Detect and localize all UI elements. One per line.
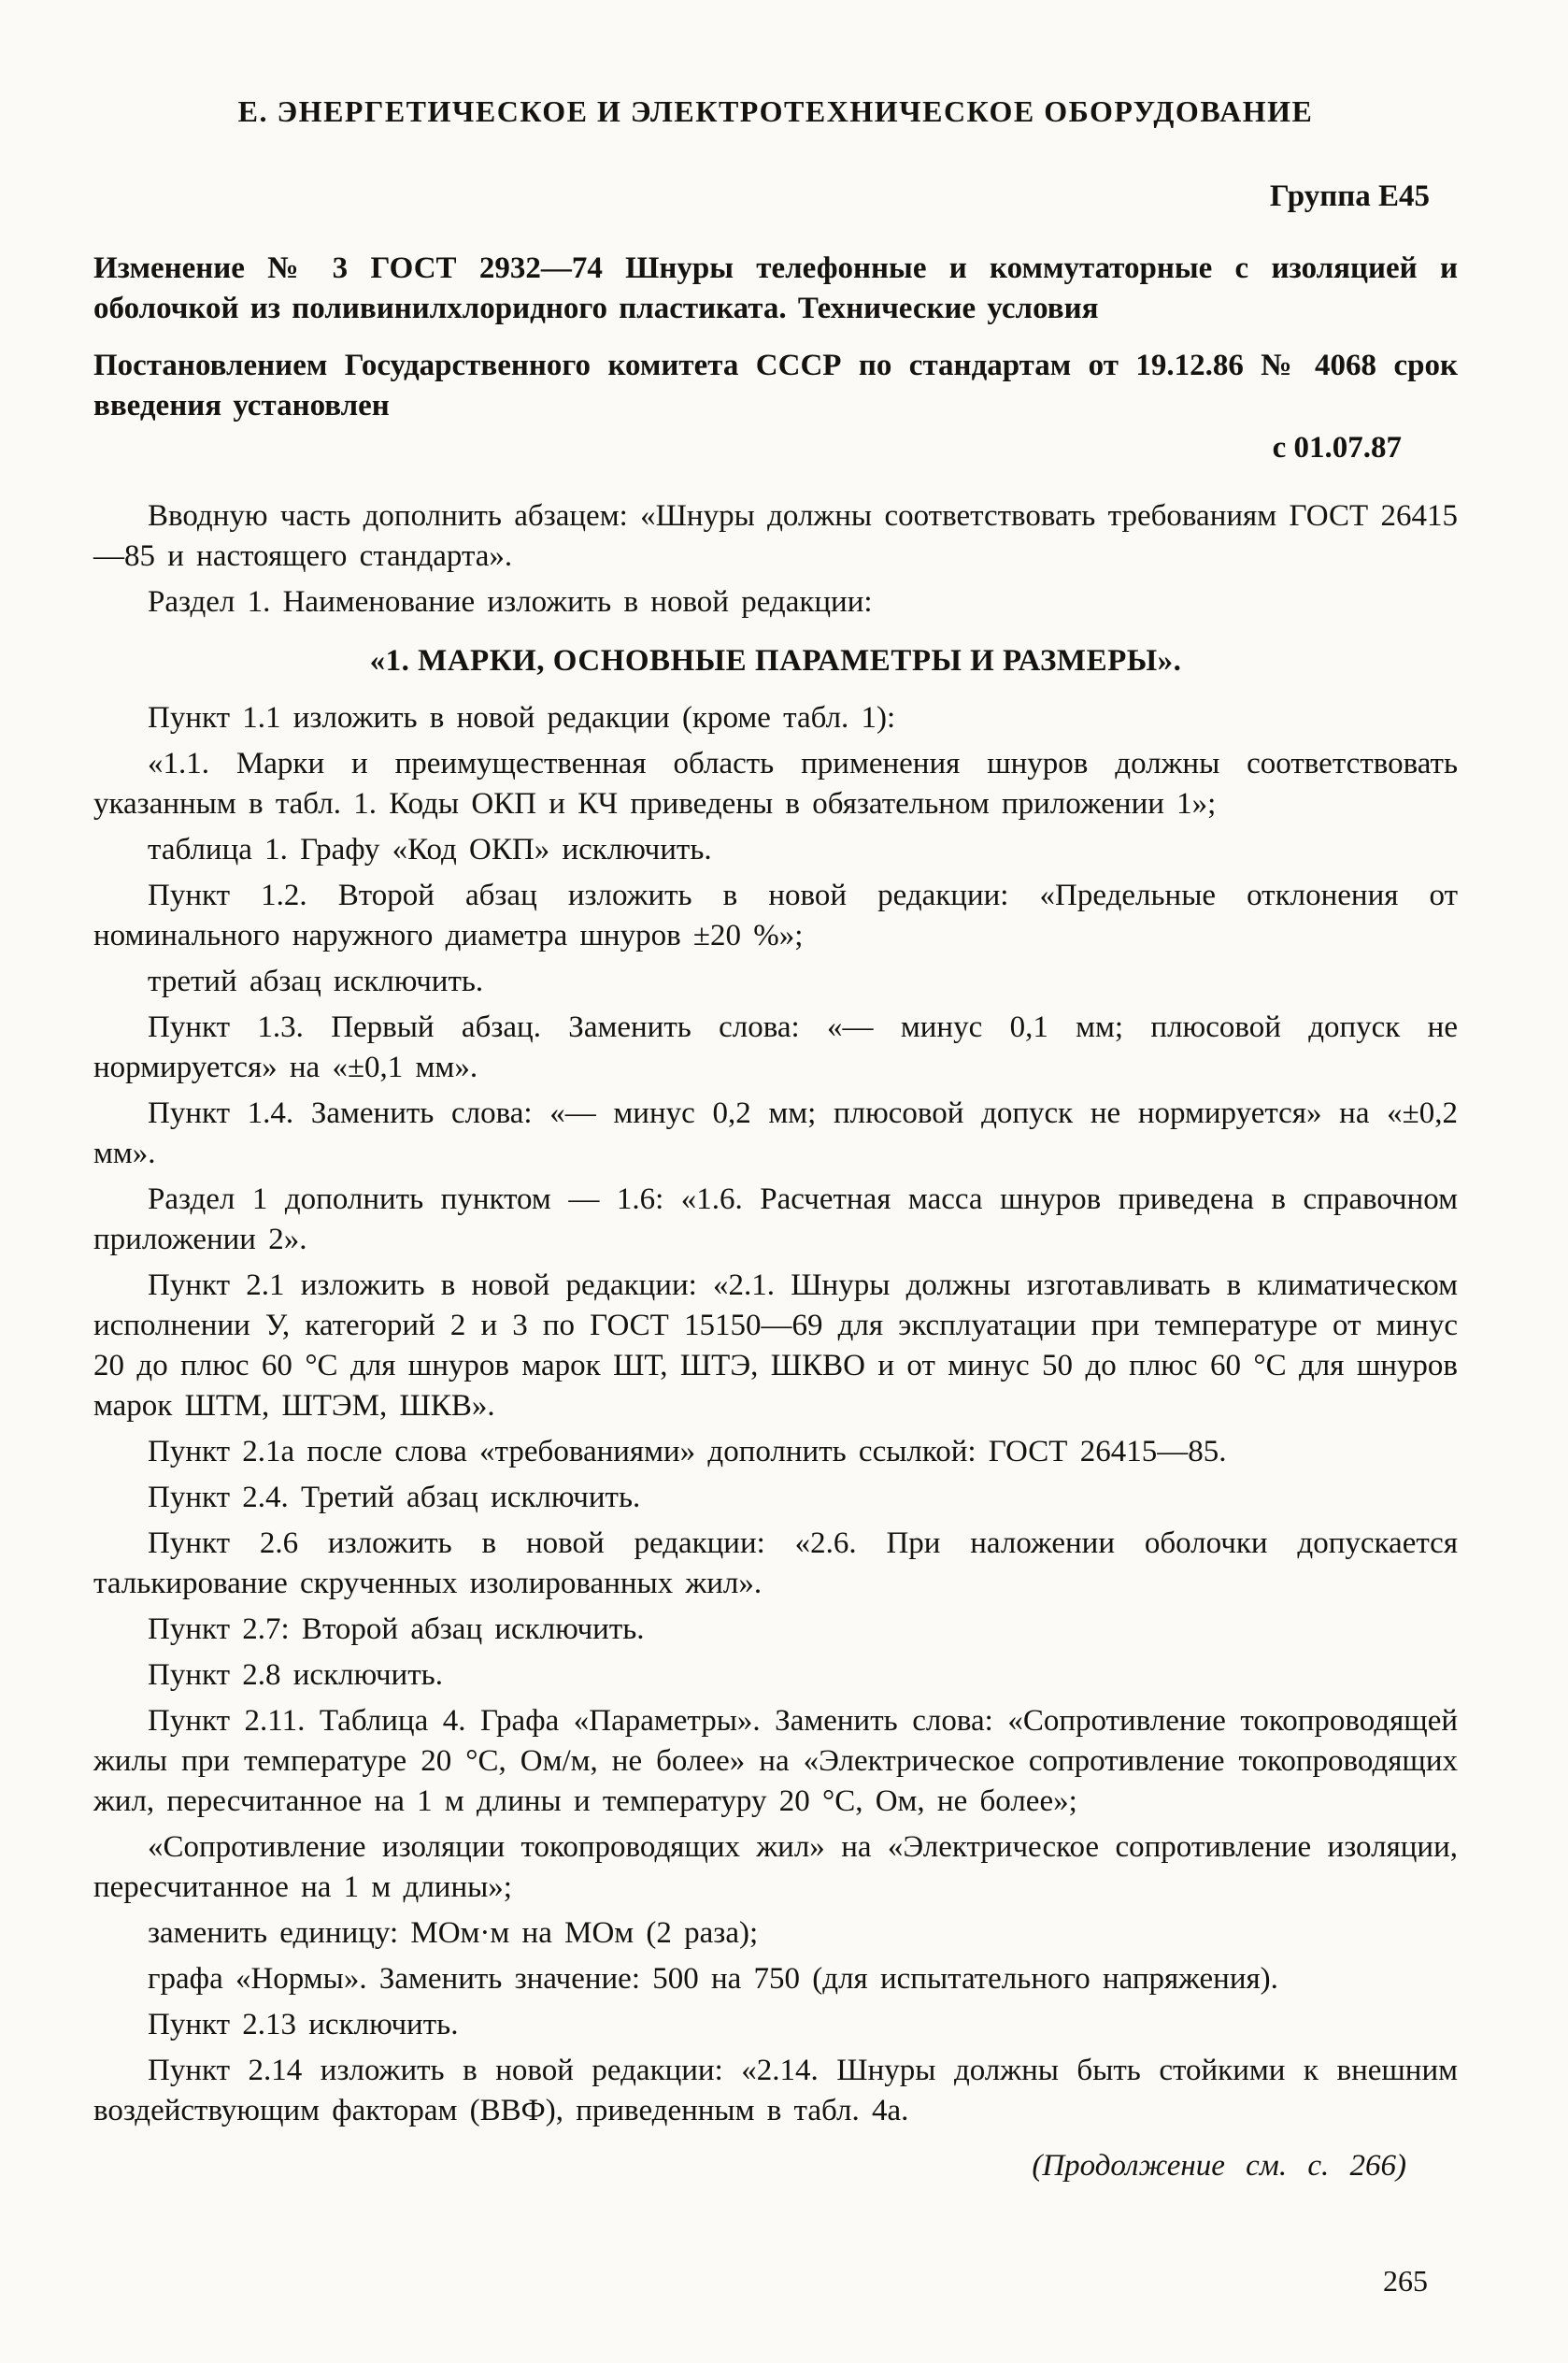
paragraph: Пункт 2.13 исключить.	[148, 2008, 459, 2041]
paragraph: Раздел 1 дополнить пунктом — 1.6: «1.6. Расчетная масса шнуров приведена в справочном приложении 2».	[93, 1182, 1458, 1256]
group-label: Группа Е45	[1269, 179, 1430, 213]
paragraph: Вводную часть дополнить абзацем: «Шнуры должны соответствовать требованиям ГОСТ 26415—85 и настоящего стандарта».	[93, 499, 1458, 573]
paragraph: таблица 1. Графу «Код ОКП» исключить.	[148, 833, 712, 866]
paragraph: графа «Нормы». Заменить значение: 500 на 750 (для испытательного напряжения).	[148, 1962, 1278, 1996]
paragraph: Пункт 2.14 изложить в новой редакции: «2.14. Шнуры должны быть стойкими к внешним воздействующим факторам (ВВФ), приведенным в табл. 4а.	[93, 2054, 1458, 2127]
paragraph: Пункт 1.2. Второй абзац изложить в новой редакции: «Предельные отклонения от номинального наружного диаметра шнуров ±20 %»;	[93, 879, 1458, 952]
paragraph: «1.1. Марки и преимущественная область применения шнуров должны соответствовать указанным в табл. 1. Коды ОКП и КЧ приведены в обязательном приложении 1»;	[93, 747, 1458, 821]
section-heading: «1. МАРКИ, ОСНОВНЫЕ ПАРАМЕТРЫ И РАЗМЕРЫ».	[369, 644, 1182, 678]
decree-paragraph: Постановлением Государственного комитета СССР по стандартам от 19.12.86 № 4068 срок введения установлен	[93, 349, 1458, 422]
amendment-title: Изменение № 3 ГОСТ 2932—74 Шнуры телефонные и коммутаторные с изоляцией и оболочкой из поливинилхлоридного пластиката. Технические условия	[93, 251, 1458, 325]
paragraph: Пункт 2.7: Второй абзац исключить.	[148, 1612, 645, 1646]
effective-date: с 01.07.87	[1272, 431, 1402, 465]
paragraph: Пункт 1.1 изложить в новой редакции (кроме табл. 1):	[148, 701, 896, 735]
paragraph: Раздел 1. Наименование изложить в новой редакции:	[148, 585, 873, 619]
paragraph: Пункт 1.4. Заменить слова: «— минус 0,2 мм; плюсовой допуск не нормируется» на «±0,2 мм».	[93, 1096, 1458, 1170]
paragraph: Пункт 2.4. Третий абзац исключить.	[148, 1481, 641, 1514]
page-number: 265	[1383, 2264, 1428, 2298]
paragraph: третий абзац исключить.	[148, 965, 484, 998]
paragraph: Пункт 2.1а после слова «требованиями» дополнить ссылкой: ГОСТ 26415—85.	[148, 1435, 1227, 1468]
paragraph: «Сопротивление изоляции токопроводящих жил» на «Электрическое сопротивление изоляции, пересчитанное на 1 м длины»;	[93, 1830, 1458, 1904]
paragraph: Пункт 2.8 исключить.	[148, 1658, 443, 1692]
paragraph: Пункт 2.1 изложить в новой редакции: «2.1. Шнуры должны изготавливать в климатическом исполнении У, категорий 2 и 3 по ГОСТ 15150—69 для эксплуатации при температуре от минус 20 до плюс 60 °С для шнуров марок ШТ, ШТЭ, ШКВО и от минус 50 до плюс 60 °С для шнуров марок ШТМ, ШТЭМ, ШКВ».	[93, 1268, 1458, 1423]
doc-section-title: Е. ЭНЕРГЕТИЧЕСКОЕ И ЭЛЕКТРОТЕХНИЧЕСКОЕ ОБОРУДОВАНИЕ	[237, 94, 1314, 128]
paragraph: Пункт 2.6 изложить в новой редакции: «2.6. При наложении оболочки допускается талькирование скрученных изолированных жил».	[93, 1526, 1458, 1600]
paragraph: Пункт 1.3. Первый абзац. Заменить слова: «— минус 0,1 мм; плюсовой допуск не нормируется» на «±0,1 мм».	[93, 1010, 1458, 1084]
paragraph: заменить единицу: МОм·м на МОм (2 раза);	[148, 1916, 759, 1950]
paragraph: Пункт 2.11. Таблица 4. Графа «Параметры». Заменить слова: «Сопротивление токопроводящей жилы при температуре 20 °С, Ом/м, не более» на «Электрическое сопротивление токопроводящих жил, пересчитанное на 1 м длины и температуру 20 °С, Ом, не более»;	[93, 1704, 1458, 1818]
continuation-note: (Продолжение см. с. 266)	[1032, 2149, 1406, 2183]
